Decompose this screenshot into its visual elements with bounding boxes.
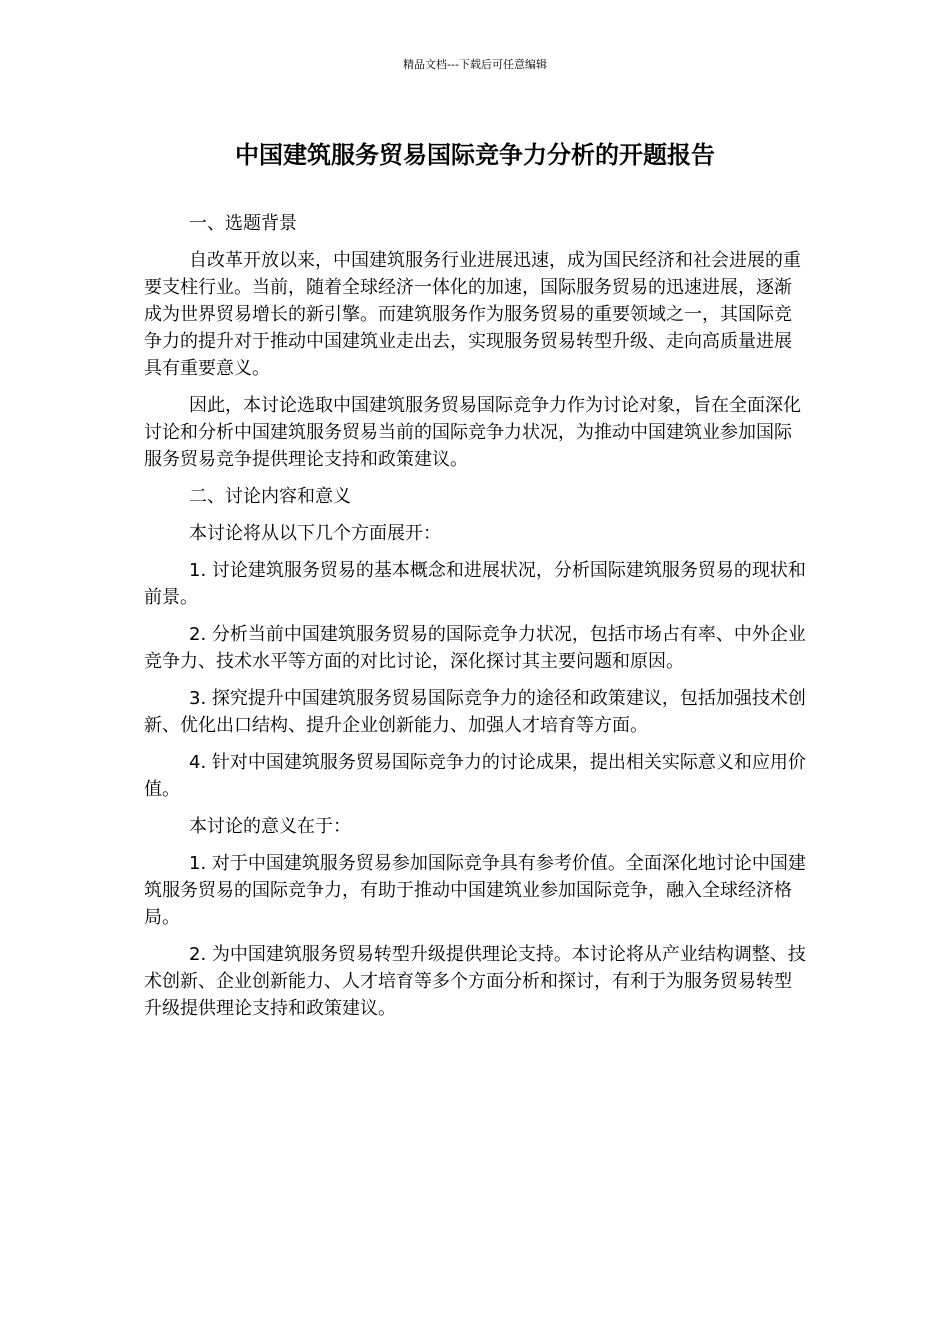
paragraph-purpose: 因此，本讨论选取中国建筑服务贸易国际竞争力作为讨论对象，旨在全面深化讨论和分析中国建筑服务贸易当前的国际竞争力状况，为推动中国建筑业参加国际服务贸易竞争提供理论支持和政策建议。 <box>144 395 801 470</box>
document-title: 中国建筑服务贸易国际竞争力分析的开题报告 <box>235 141 715 169</box>
document-body <box>144 210 806 1032</box>
section-heading-content: 二、讨论内容和意义 <box>189 486 351 507</box>
list-item-content-4: 4. 针对中国建筑服务贸易国际竞争力的讨论成果，提出相关实际意义和应用价值。 <box>144 752 806 800</box>
paragraph-significance-intro: 本讨论的意义在于： <box>189 816 351 837</box>
page-header: 精品文档---下载后可任意编辑 <box>403 58 547 71</box>
list-item-significance-2: 2. 为中国建筑服务贸易转型升级提供理论支持。本讨论将从产业结构调整、技术创新、企业创新能力、人才培育等多个方面分析和探讨，有利于为服务贸易转型升级提供理论支持和政策建议。 <box>144 944 806 1019</box>
section-heading-background: 一、选题背景 <box>189 213 297 234</box>
list-item-content-2: 2. 分析当前中国建筑服务贸易的国际竞争力状况，包括市场占有率、中外企业竞争力、技术水平等方面的对比讨论，深化探讨其主要问题和原因。 <box>144 624 806 672</box>
paragraph-content-intro: 本讨论将从以下几个方面展开： <box>189 523 441 544</box>
list-item-content-1: 1. 讨论建筑服务贸易的基本概念和进展状况，分析国际建筑服务贸易的现状和前景。 <box>144 560 806 608</box>
paragraph-background: 自改革开放以来，中国建筑服务行业进展迅速，成为国民经济和社会进展的重要支柱行业。当前，随着全球经济一体化的加速，国际服务贸易的迅速进展，逐渐成为世界贸易增长的新引擎。而建筑服务作为服务贸易的重要领域之一，其国际竞争力的提升对于推动中国建筑业走出去，实现服务贸易转型升级、走向高质量进展具有重要意义。 <box>144 250 801 379</box>
list-item-content-3: 3. 探究提升中国建筑服务贸易国际竞争力的途径和政策建议，包括加强技术创新、优化出口结构、提升企业创新能力、加强人才培育等方面。 <box>144 688 806 736</box>
list-item-significance-1: 1. 对于中国建筑服务贸易参加国际竞争具有参考价值。全面深化地讨论中国建筑服务贸易的国际竞争力，有助于推动中国建筑业参加国际竞争，融入全球经济格局。 <box>144 853 806 928</box>
